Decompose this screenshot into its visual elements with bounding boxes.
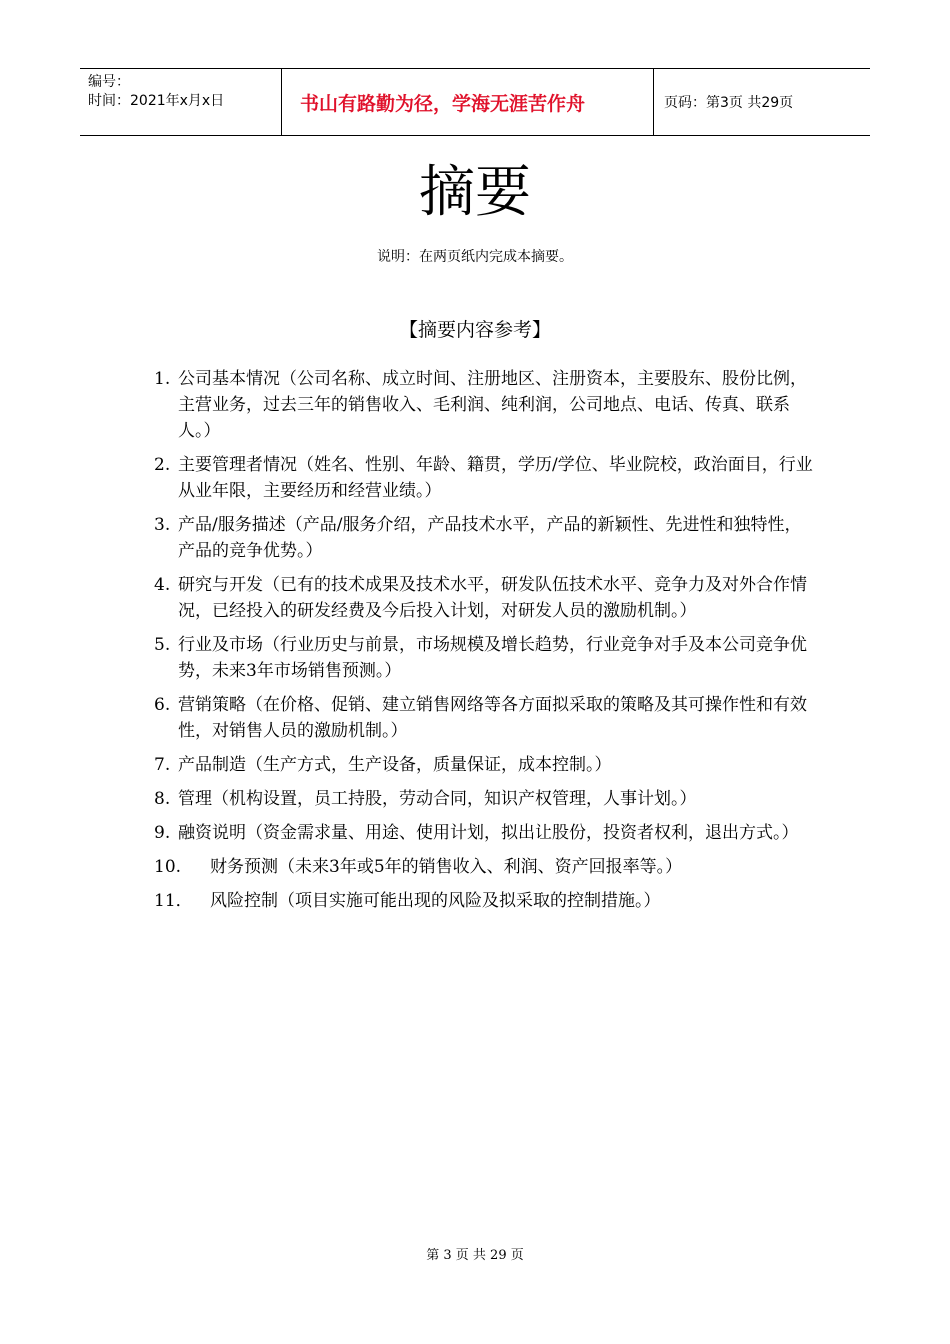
list-item: [154, 512, 814, 564]
page-title: 摘要: [419, 160, 531, 225]
section-subtitle: 【摘要内容参考】: [398, 319, 551, 341]
list-item: [154, 752, 814, 778]
item-text: 风险控制（项目实施可能出现的风险及拟采取的控制措施。）: [210, 891, 661, 911]
list-item: [154, 572, 814, 624]
number-label: 编号：: [88, 74, 130, 90]
item-text: 产品制造（生产方式，生产设备，质量保证，成本控制。）: [178, 755, 612, 775]
list-item: [154, 632, 814, 684]
item-text: 财务预测（未来3年或5年的销售收入、利润、资产回报率等。）: [210, 857, 683, 877]
item-number: 5.: [154, 635, 171, 655]
item-number: 10.: [154, 857, 182, 877]
list-item: [154, 366, 814, 444]
summary-reference-list: [154, 366, 814, 922]
header-page-cell: [654, 69, 870, 135]
list-item: [154, 820, 814, 846]
item-text: 研究与开发（已有的技术成果及技术水平，研发队伍技术水平、竞争力及对外合作情况，已经投入的研发经费及今后投入计划，对研发人员的激励机制。）: [178, 575, 807, 621]
page-footer: 第 3 页 共 29 页: [426, 1248, 524, 1263]
item-text: 行业及市场（行业历史与前景，市场规模及增长趋势，行业竞争对手及本公司竞争优势，未来3年市场销售预测。）: [178, 635, 807, 681]
item-text: 管理（机构设置，员工持股，劳动合同，知识产权管理，人事计划。）: [178, 789, 697, 809]
item-number: 1.: [154, 369, 171, 389]
page-header: [80, 68, 870, 136]
list-item: [154, 888, 814, 914]
list-item: [154, 692, 814, 744]
page-code: 页码：第3页 共29页: [664, 95, 794, 111]
item-number: 4.: [154, 575, 171, 595]
item-number: 11．: [154, 891, 193, 911]
item-number: 2.: [154, 455, 171, 475]
instruction-note: 说明：在两页纸内完成本摘要。: [377, 249, 573, 265]
list-item: [154, 452, 814, 504]
item-number: 8.: [154, 789, 171, 809]
time-label: 时间：2021年x月x日: [88, 93, 225, 109]
item-number: 7.: [154, 755, 171, 775]
item-text: 主要管理者情况（姓名、性别、年龄、籍贯，学历/学位、毕业院校，政治面目，行业从业年限，主要经历和经营业绩。）: [178, 455, 813, 501]
item-text: 产品/服务描述（产品/服务介绍，产品技术水平，产品的新颖性、先进性和独特性，产品的竞争优势。）: [178, 515, 802, 561]
item-number: 9.: [154, 823, 171, 843]
item-text: 融资说明（资金需求量、用途、使用计划，拟出让股份，投资者权利，退出方式。）: [178, 823, 799, 843]
item-text: 公司基本情况（公司名称、成立时间、注册地区、注册资本，主要股东、股份比例，主营业务，过去三年的销售收入、毛利润、纯利润，公司地点、电话、传真、联系人。）: [178, 369, 807, 441]
item-number: 6.: [154, 695, 171, 715]
header-motto-cell: [282, 69, 654, 135]
motto-text: 书山有路勤为径，学海无涯苦作舟: [300, 92, 586, 115]
list-item: [154, 786, 814, 812]
header-info-cell: [80, 69, 282, 135]
item-text: 营销策略（在价格、促销、建立销售网络等各方面拟采取的策略及其可操作性和有效性，对销售人员的激励机制。）: [178, 695, 807, 741]
list-item: [154, 854, 814, 880]
item-number: 3.: [154, 515, 171, 535]
